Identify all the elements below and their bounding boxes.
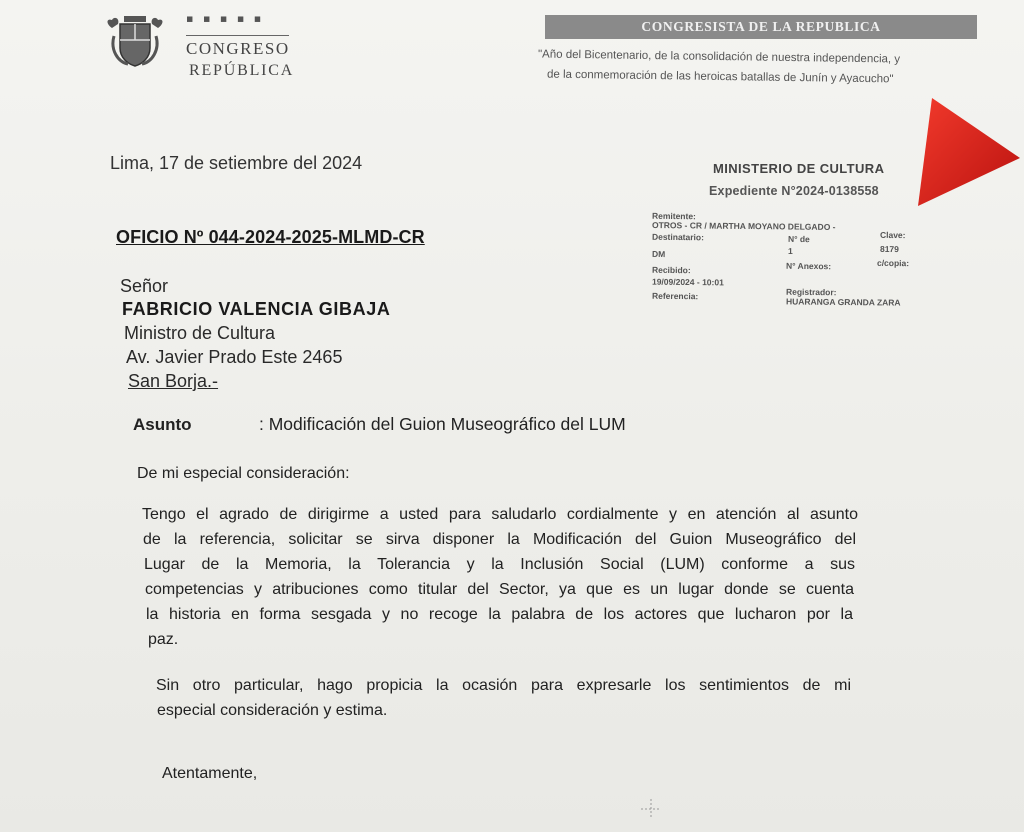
crosshair-cursor-icon [640,798,662,820]
year-motto-line-1: "Año del Bicentenario, de la consolidación de nuestra independencia, y [537,48,901,66]
paragraph-1-line: paz. [148,631,179,648]
stamp-clave-value: 8179 [879,243,899,255]
stamp-recibido-value: 19/09/2024 - 10:01 [651,276,724,288]
stamp-nro-de-value: 1 [787,245,793,257]
recipient-street: Av. Javier Prado Este 2465 [126,347,343,367]
paragraph-1-line: Lugar de la Memoria, la Tolerancia y la Inclusión Social (LUM) conforme a sus [144,556,855,573]
paragraph-1-line: la historia en forma sesgada y no recoge la palabra de los actores que lucharon por la [146,606,853,623]
paragraph-1-line: competencias y atribuciones como titular del Sector, ya que es un lugar donde se cuenta [145,581,854,598]
subject-text: : Modificación del Guion Museográfico del LUM [259,414,626,434]
red-arrow-annotation-icon [912,96,1022,210]
stamp-remitente-label: Remitente: [651,210,696,222]
recipient-name: FABRICIO VALENCIA GIBAJA [122,299,391,319]
recipient-title: Ministro de Cultura [124,323,276,343]
stamp-destinatario-label: Destinatario: [651,231,705,243]
ministry-stamp-title: MINISTERIO DE CULTURA [713,161,885,176]
stamp-nro-de-label: N° de [787,233,810,245]
logo-divider [186,35,289,36]
year-motto-line-2: de la conmemoración de las heroicas batallas de Junín y Ayacucho" [546,68,894,86]
coat-of-arms-icon [104,14,166,70]
stamp-recibido-label: Recibido: [651,264,691,276]
stamp-registrador-label: Registrador: [785,286,837,298]
oficio-number: OFICIO Nº 044-2024-2025-MLMD-CR [116,227,425,247]
recipient-salutation: Señor [120,276,169,296]
paragraph-1-line: de la referencia, solicitar se sirva disponer la Modificación del Guion Museográfico del [143,531,856,548]
stamp-referencia-label: Referencia: [651,290,699,302]
congresista-banner: CONGRESISTA DE LA REPUBLICA [545,15,977,39]
recipient-district: San Borja.- [128,371,219,391]
paragraph-1-line: Tengo el agrado de dirigirme a usted para saludarlo cordialmente y en atención al asunto [142,506,858,523]
stamp-remitente-value: OTROS - CR / MARTHA MOYANO DELGADO - [651,220,836,232]
stamp-copia-label: c/copia: [876,257,910,269]
closing: Atentamente, [162,765,258,782]
stamp-registrador-value: HUARANGA GRANDA ZARA [785,296,901,308]
subject-label: Asunto [133,415,192,434]
logo-congreso-text: CONGRESO [186,39,290,58]
stamp-anexos-label: N° Anexos: [785,260,832,272]
logo-republica-text: REPÚBLICA [189,62,295,79]
stamp-destinatario-value: DM [651,248,666,260]
logo-ornament: ▪ ▪ ▪ ▪ ▪ [186,12,265,25]
stamp-clave-label: Clave: [879,229,906,241]
paragraph-2-line: Sin otro particular, hago propicia la ocasión para expresarle los sentimientos de mi [156,677,851,694]
expediente-number: Expediente N°2024-0138558 [709,184,879,198]
paragraph-2-line: especial consideración y estima. [157,702,388,719]
greeting: De mi especial consideración: [137,465,350,482]
letter-date: Lima, 17 de setiembre del 2024 [110,153,363,173]
